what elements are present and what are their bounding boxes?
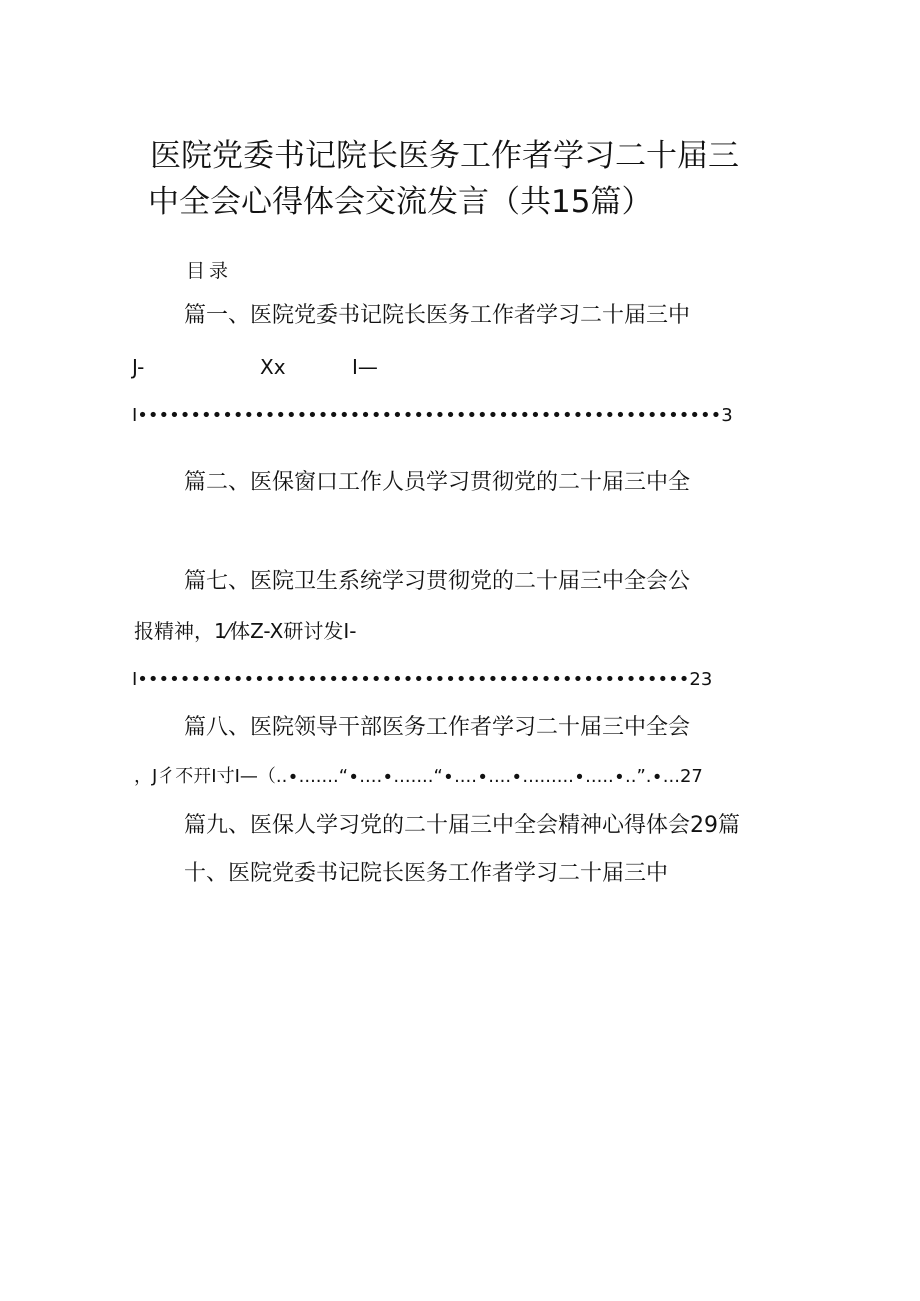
title-line-1: 医院党委书记院长医务工作者学习二十届三 (150, 138, 739, 174)
toc-entry-4-line-2: ，J彳不幵I寸I—（..∙.......“∙....∙.......“∙....∙....∙.........∙.....∙..”.∙...27 (134, 766, 703, 787)
toc-entry-5-line-1: 篇九、医保人学习党的二十届三中全会精神心得体会29篇 (184, 813, 740, 838)
toc-entry-6-line-1: 十、医院党委书记院长医务工作者学习二十届三中 (184, 861, 669, 886)
toc-entry-1-line-1: 篇一、医院党委书记院长医务工作者学习二十届三中 (184, 303, 691, 328)
toc-entry-1-fragment-1: J- (132, 355, 145, 379)
toc-entry-4-line-1: 篇八、医院领导干部医务工作者学习二十届三中全会 (184, 715, 691, 740)
toc-entry-1-fragment-2: Xx (260, 355, 286, 379)
toc-heading: 目录 (186, 260, 233, 282)
toc-entry-1-dot-leader: I•••••••••••••••••••••••••••••••••••••••••••••••••••••••3 (132, 405, 733, 426)
document-title (150, 133, 790, 225)
toc-entry-3-dot-leader: I••••••••••••••••••••••••••••••••••••••••••••••••••••23 (132, 669, 713, 690)
toc-entry-1-fragment-3: I— (352, 355, 378, 379)
toc-entry-3-line-2: 报精神，1⁄体Z-X研讨发I- (134, 619, 357, 643)
toc-entry-2-line-1: 篇二、医保窗口工作人员学习贯彻党的二十届三中全 (184, 470, 691, 495)
title-line-2: 中全会心得体会交流发言（共15篇） (148, 184, 653, 220)
toc-entry-3-line-1: 篇七、医院卫生系统学习贯彻党的二十届三中全会公 (184, 569, 691, 594)
